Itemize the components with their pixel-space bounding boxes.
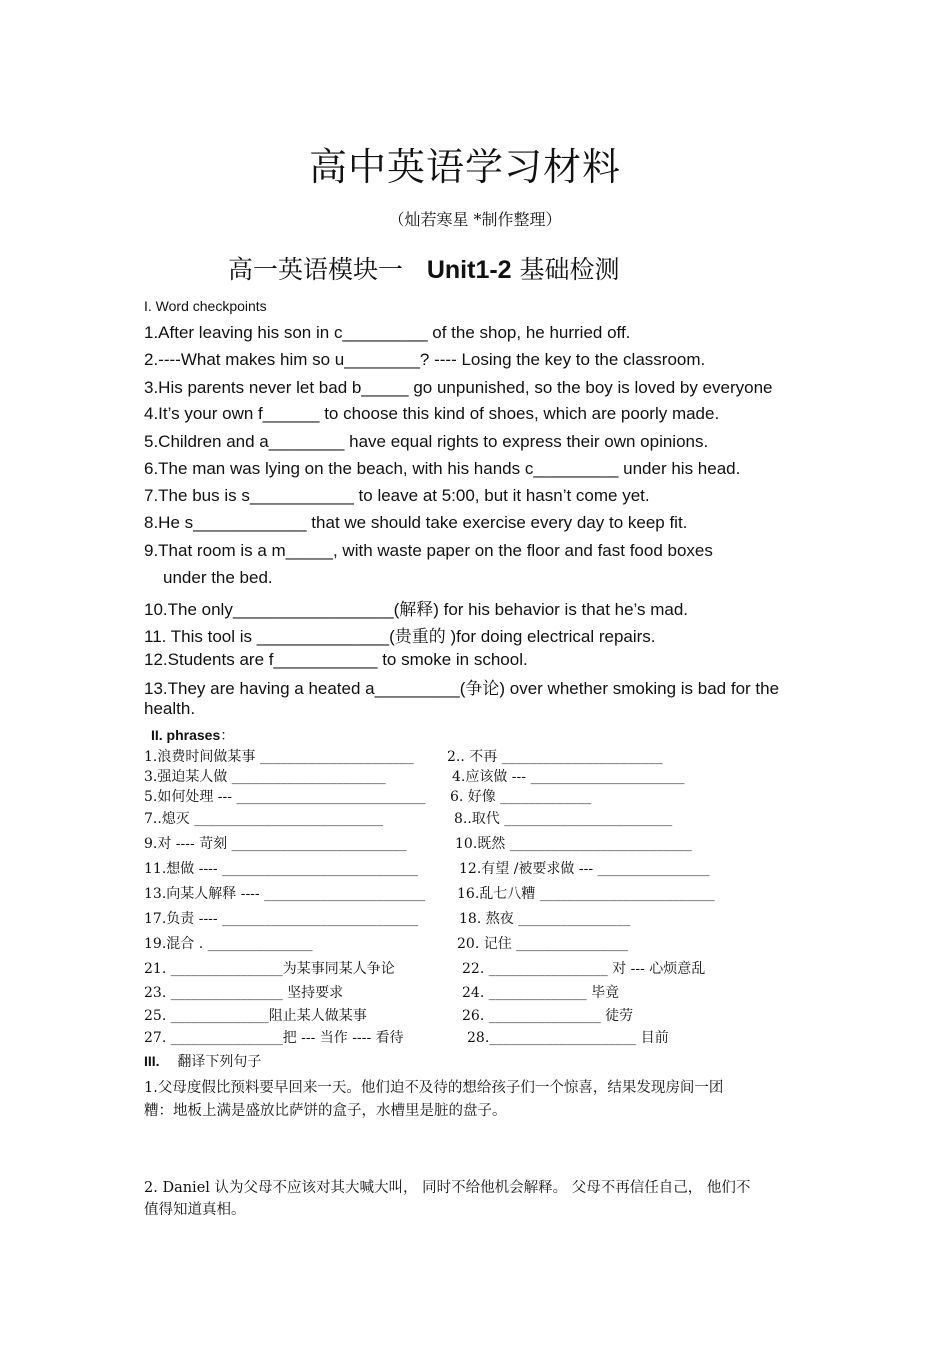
phrase-11: 11.想做 ---- ____________________________ [144, 861, 419, 877]
question-8: 8.He s____________ that we should take exercise every day to keep fit. [144, 513, 688, 532]
source-note: （灿若寒星 *制作整理） [388, 210, 562, 229]
phrase-19: 19.混合 . _______________ [144, 936, 313, 952]
phrase-17: 17.负责 ---- ____________________________ [144, 911, 419, 927]
phrase-10: 10.既然 __________________________ [455, 836, 692, 852]
phrase-24: 24. ______________ 毕竟 [462, 985, 620, 1001]
phrase-25: 25. ______________阻止某人做某事 [144, 1008, 367, 1024]
unit-heading [228, 250, 620, 286]
question-9-continued: under the bed. [163, 568, 273, 587]
question-9: 9.That room is a m_____, with waste paper on the floor and fast food boxes [144, 541, 713, 560]
phrase-2: 2.. 不再 _______________________ [447, 749, 663, 765]
phrase-21: 21. ________________为某事同某人争论 [144, 961, 395, 977]
phrase-5: 5.如何处理 --- ___________________________ [144, 789, 426, 805]
question-6: 6.The man was lying on the beach, with his hands c_________ under his head. [144, 459, 741, 478]
page-title: 高中英语学习材料 [308, 145, 621, 189]
question-3: 3.His parents never let bad b_____ go unpunished, so the boy is loved by everyone [144, 378, 773, 397]
phrase-8: 8..取代 ________________________ [454, 811, 673, 827]
section3-heading-text: 翻译下列句子 [177, 1054, 262, 1070]
translation-1-line-1: 1.父母度假比预料要早回来一天。他们迫不及待的想给孩子们一个惊喜，结果发现房间一团 [144, 1080, 724, 1096]
phrase-20: 20. 记住 ________________ [457, 936, 629, 952]
phrase-13: 13.向某人解释 ---- _______________________ [144, 886, 426, 902]
unit-heading-code: Unit1-2 [426, 256, 512, 284]
translation-2-line-2: 值得知道真相。 [144, 1202, 246, 1218]
translation-1-line-2: 糟：地板上满是盛放比萨饼的盒子，水槽里是脏的盘子。 [144, 1103, 507, 1119]
phrase-18: 18. 熬夜 ________________ [459, 911, 631, 927]
question-13: 13.They are having a heated a_________(争论) over whether smoking is bad for the [144, 679, 780, 698]
question-2: 2.----What makes him so u________? ---- Losing the key to the classroom. [144, 350, 706, 369]
phrase-26: 26. ________________ 徒劳 [462, 1008, 634, 1024]
phrase-9: 9.对 ---- 苛刻 _________________________ [144, 836, 407, 852]
translation-2-line-1: 2. Daniel 认为父母不应该对其大喊大叫， 同时不给他机会解释。 父母不再信任自己， 他们不 [144, 1180, 751, 1196]
phrase-12: 12.有望 /被要求做 --- ________________ [459, 861, 710, 877]
phrase-23: 23. ________________ 坚持要求 [144, 985, 344, 1001]
question-1: 1.After leaving his son in c_________ of the shop, he hurried off. [144, 323, 631, 342]
section2-heading-colon: ： [220, 727, 235, 743]
phrase-1: 1.浪费时间做某事 ______________________ [144, 749, 414, 765]
phrase-3: 3.强迫某人做 ______________________ [144, 769, 386, 785]
phrase-16: 16.乱七八糟 _________________________ [457, 886, 715, 902]
phrase-7: 7..熄灭 ___________________________ [144, 811, 384, 827]
section3-heading-num: III. [144, 1053, 160, 1069]
section2-heading-label: II. phrases [151, 727, 221, 743]
phrase-28: 28._____________________ 目前 [467, 1030, 669, 1046]
phrase-4: 4.应该做 --- ______________________ [452, 769, 685, 785]
phrase-6: 6. 好像 _____________ [450, 789, 592, 805]
unit-heading-pre: 高一英语模块一 [228, 255, 404, 284]
phrase-22: 22. _________________ 对 --- 心烦意乱 [462, 961, 706, 977]
question-12: 12.Students are f___________ to smoke in school. [144, 650, 528, 669]
question-4: 4.It’s your own f______ to choose this kind of shoes, which are poorly made. [144, 404, 720, 423]
section2-heading [151, 725, 234, 745]
question-11: 11. This tool is ______________(贵重的 )for doing electrical repairs. [144, 627, 656, 646]
question-13-continued: health. [144, 699, 196, 718]
section1-heading: I. Word checkpoints [144, 298, 267, 314]
section3-heading [144, 1051, 261, 1071]
question-5: 5.Children and a________ have equal rights to express their own opinions. [144, 432, 709, 451]
unit-heading-post: 基础检测 [519, 255, 620, 284]
question-7: 7.The bus is s___________ to leave at 5:00, but it hasn’t come yet. [144, 486, 650, 505]
question-10: 10.The only_________________(解释) for his behavior is that he’s mad. [144, 600, 689, 619]
phrase-27: 27. ________________把 --- 当作 ---- 看待 [144, 1030, 404, 1046]
